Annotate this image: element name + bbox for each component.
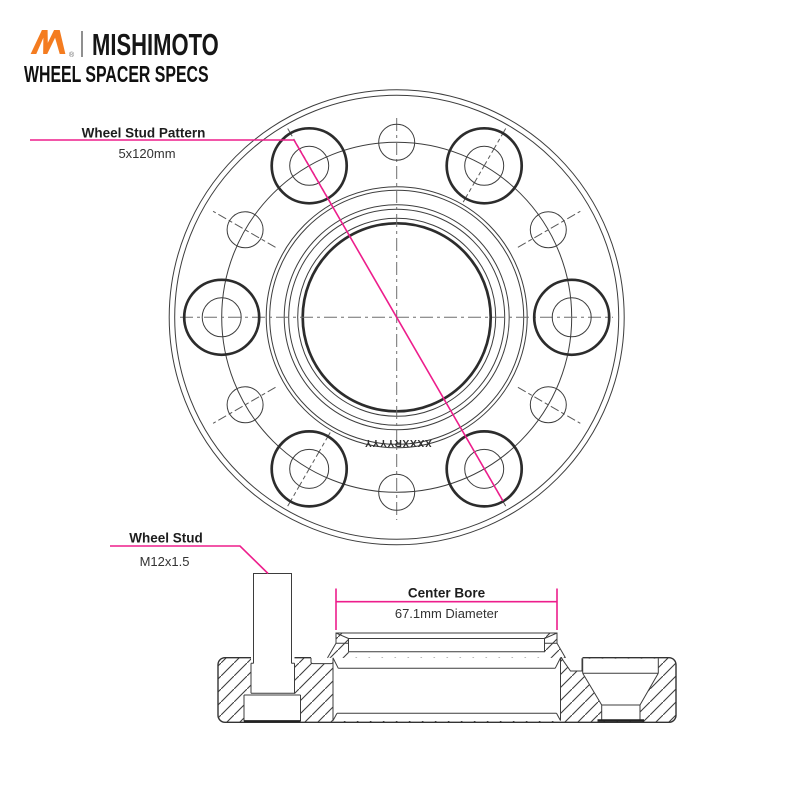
engraved-part-number: XXXXRYYYY [364,437,432,448]
brand-name: MISHIMOTO [92,27,219,62]
stud-pattern-value: 5x120mm [118,146,176,161]
stud-pattern-label: Wheel Stud Pattern [81,125,206,141]
center-bore-label: Center Bore [407,585,486,601]
page-title: WHEEL SPACER SPECS [24,61,209,87]
center-bore-value: 67.1mm Diameter [394,606,499,621]
wheel-stud-label: Wheel Stud [129,530,203,546]
wheel-stud-value: M12x1.5 [139,554,190,569]
centerlines [180,118,613,520]
annotation-leaders [30,140,557,630]
registered-mark: ® [69,52,75,59]
